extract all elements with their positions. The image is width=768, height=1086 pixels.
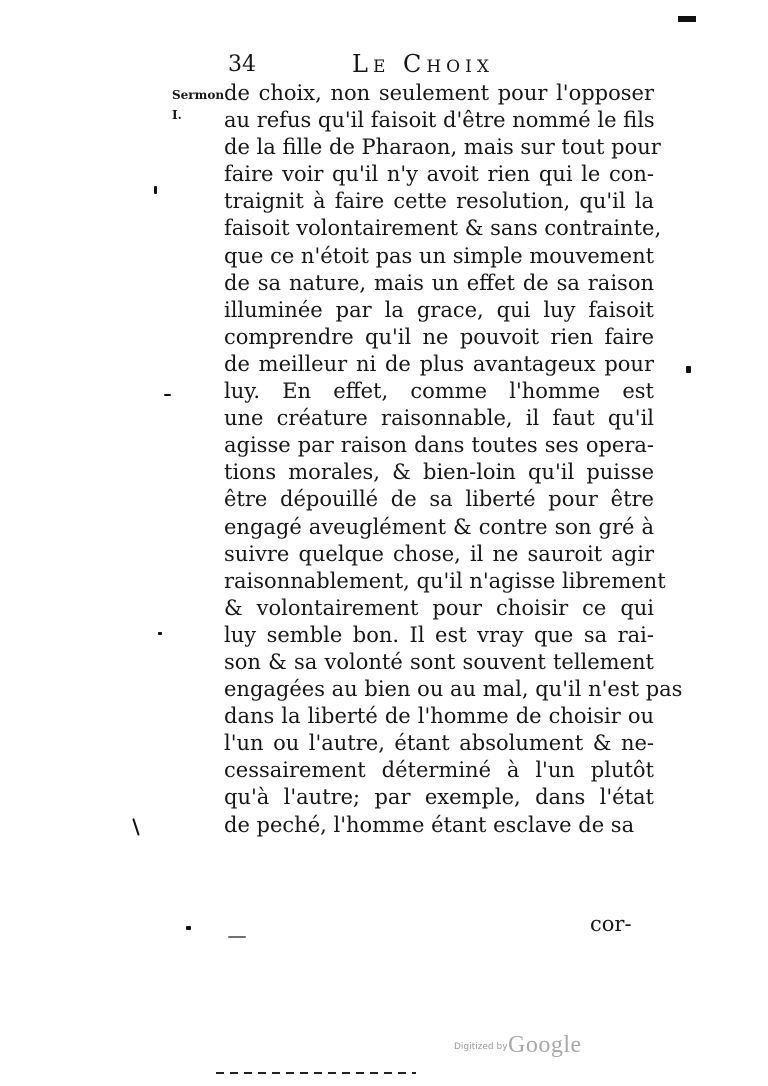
text-line: luy. En effet, comme l'homme est xyxy=(224,379,654,404)
text-line: au refus qu'il faisoit d'être nommé le fils xyxy=(224,108,655,133)
text-line: de la fille de Pharaon, mais sur tout pour xyxy=(224,135,661,160)
text-line: dans la liberté de l'homme de choisir ou xyxy=(224,704,654,729)
header-mark xyxy=(678,16,696,22)
text-line: agisse par raison dans toutes ses opera- xyxy=(224,433,654,458)
digitized-by-label: Digitized by xyxy=(454,1042,508,1052)
text-line: faire voir qu'il n'y avoit rien qui le con- xyxy=(224,162,654,187)
text-line: engagées au bien ou au mal, qu'il n'est pas xyxy=(224,677,683,702)
text-line: & volontairement pour choisir ce qui xyxy=(224,595,654,620)
bottom-edge-mark xyxy=(216,1072,416,1074)
text-line: traignit à faire cette resolution, qu'il la xyxy=(224,189,654,214)
text-line: l'un ou l'autre, étant absolument & ne- xyxy=(224,731,654,756)
scan-speck xyxy=(154,186,157,194)
scan-speck xyxy=(158,632,162,635)
text-line: tions morales, & bien-loin qu'il puisse xyxy=(224,460,654,485)
margin-note-sermon: Sermon xyxy=(172,88,225,102)
text-line: engagé aveuglément & contre son gré à xyxy=(224,514,654,539)
text-line: une créature raisonnable, il faut qu'il xyxy=(224,406,654,431)
margin-note-number: I. xyxy=(172,108,182,122)
running-title: Le Choix xyxy=(352,50,494,78)
scan-speck xyxy=(164,394,171,396)
text-line: suivre quelque chose, il ne sauroit agir xyxy=(224,541,654,566)
body-text xyxy=(224,80,683,839)
text-line: son & sa volonté sont souvent tellement xyxy=(224,649,654,674)
text-line: cessairement déterminé à l'un plutôt xyxy=(224,758,654,783)
catchword: cor- xyxy=(590,912,632,936)
text-line: de meilleur ni de plus avantageux pour xyxy=(224,351,654,376)
text-line: qu'à l'autre; par exemple, dans l'état xyxy=(224,785,654,810)
text-line: raisonnablement, qu'il n'agisse librement xyxy=(224,568,666,593)
text-line: de sa nature, mais un effet de sa raison xyxy=(224,270,654,295)
text-line: que ce n'étoit pas un simple mouvement xyxy=(224,243,655,268)
scan-speck xyxy=(228,936,246,938)
text-line: de peché, l'homme étant esclave de sa xyxy=(224,812,635,837)
google-logo: Google xyxy=(508,1032,582,1058)
scan-speck xyxy=(132,818,139,836)
text-line: faisoit volontairement & sans contrainte, xyxy=(224,216,662,241)
text-line: luy semble bon. Il est vray que sa rai- xyxy=(224,622,654,647)
scan-speck xyxy=(186,926,191,930)
text-line: comprendre qu'il ne pouvoit rien faire xyxy=(224,324,654,349)
text-line: illuminée par la grace, qui luy faisoit xyxy=(224,297,654,322)
text-line: de choix, non seulement pour l'opposer xyxy=(224,81,654,105)
page-number: 34 xyxy=(228,52,256,77)
scan-speck xyxy=(686,366,691,373)
text-line: être dépouillé de sa liberté pour être xyxy=(224,487,654,512)
